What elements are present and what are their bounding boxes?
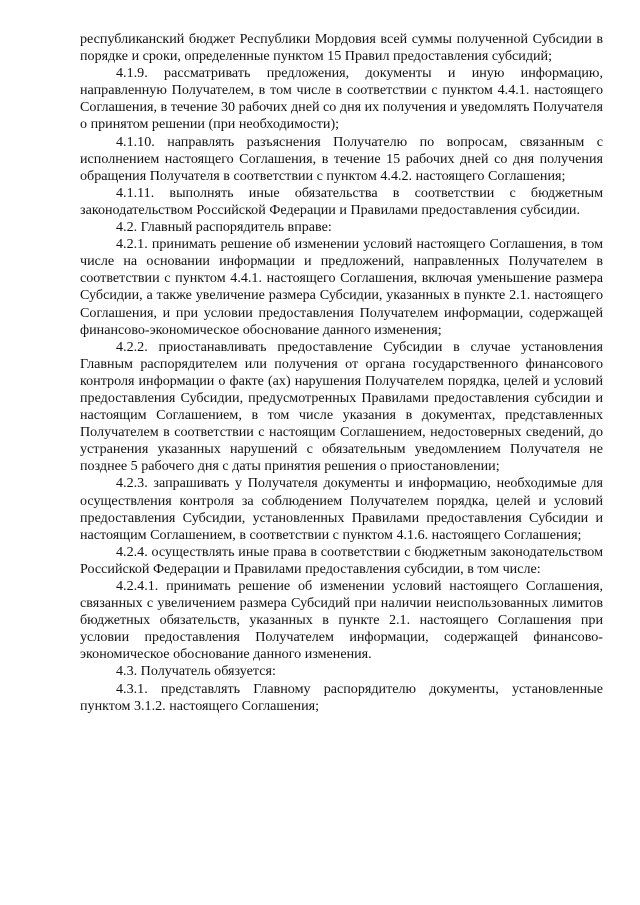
paragraph-4-3-1: 4.3.1. представлять Главному распорядителю документы, установленные пунктом 3.1.2. настоящего Соглашения; [80,680,603,714]
paragraph-4-1-9: 4.1.9. рассматривать предложения, документы и иную информацию, направленную Получателем, в том числе в соответствии с пунктом 4.4.1. настоящего Соглашения, в течение 30 рабочих дней со дня их получения и уведомлять Получателя о принятом решении (при необходимости); [80,65,603,133]
paragraph-4-2-2: 4.2.2. приостанавливать предоставление Субсидии в случае установления Главным распорядителем или получения от органа государственного финансового контроля информации о факте (ах) нарушения Получателем порядка, целей и условий предоставления Субсидии, предусмотренных Правилами предоставления субсидии и настоящим Соглашением, в том числе указания в документах, представленных Получателем в соответствии с настоящим Соглашением, недостоверных сведений, до устранения указанных нарушений с обязательным уведомлением Получателя не позднее 5 рабочего дня с даты принятия решения о приостановлении; [80,338,603,475]
paragraph-4-2-4-1: 4.2.4.1. принимать решение об изменении условий настоящего Соглашения, связанных с увеличением размера Субсидий при наличии неиспользованных лимитов бюджетных обязательств, указанных в пункте 2.1. настоящего Соглашения при условии предоставления Получателем информации, содержащей финансово-экономическое обоснование данного изменения. [80,578,603,663]
paragraph-4-1-11: 4.1.11. выполнять иные обязательства в соответствии с бюджетным законодательством Российской Федерации и Правилами предоставления субсидии. [80,184,603,218]
paragraph-4-2-4: 4.2.4. осуществлять иные права в соответствии с бюджетным законодательством Российской Федерации и Правилами предоставления субсидии, в том числе: [80,543,603,577]
paragraph-4-2-heading: 4.2. Главный распорядитель вправе: [116,219,332,236]
paragraph-4-2-3: 4.2.3. запрашивать у Получателя документы и информацию, необходимые для осуществления контроля за соблюдением Получателем порядка, целей и условий предоставления Субсидии, установленных Правилами предоставления Субсидии и настоящим Соглашением, в соответствии с пунктом 4.1.6. настоящего Соглашения; [80,475,603,543]
paragraph-4-1-10: 4.1.10. направлять разъяснения Получателю по вопросам, связанным с исполнением настоящего Соглашения, в течение 15 рабочих дней со дня получения обращения Получателя в соответствии с пунктом 4.4.2. настоящего Соглашения; [80,133,603,184]
paragraph-4-2-1: 4.2.1. принимать решение об изменении условий настоящего Соглашения, в том числе на основании информации и предложений, направленных Получателем в соответствии с пунктом 4.4.1. настоящего Соглашения, включая уменьшение размера Субсидии, а также увеличение размера Субсидии, указанных в пункте 2.1. настоящего Соглашения, и при условии предоставления Получателем информации, содержащей финансово-экономическое обоснование данного изменения; [80,236,603,338]
paragraph-4-3-heading: 4.3. Получатель обязуется: [116,663,276,680]
paragraph-4-1-8-continuation: республиканский бюджет Республики Мордовия всей суммы полученной Субсидии в порядке и сроки, определенные пунктом 15 Правил предоставления субсидий; [80,31,603,65]
